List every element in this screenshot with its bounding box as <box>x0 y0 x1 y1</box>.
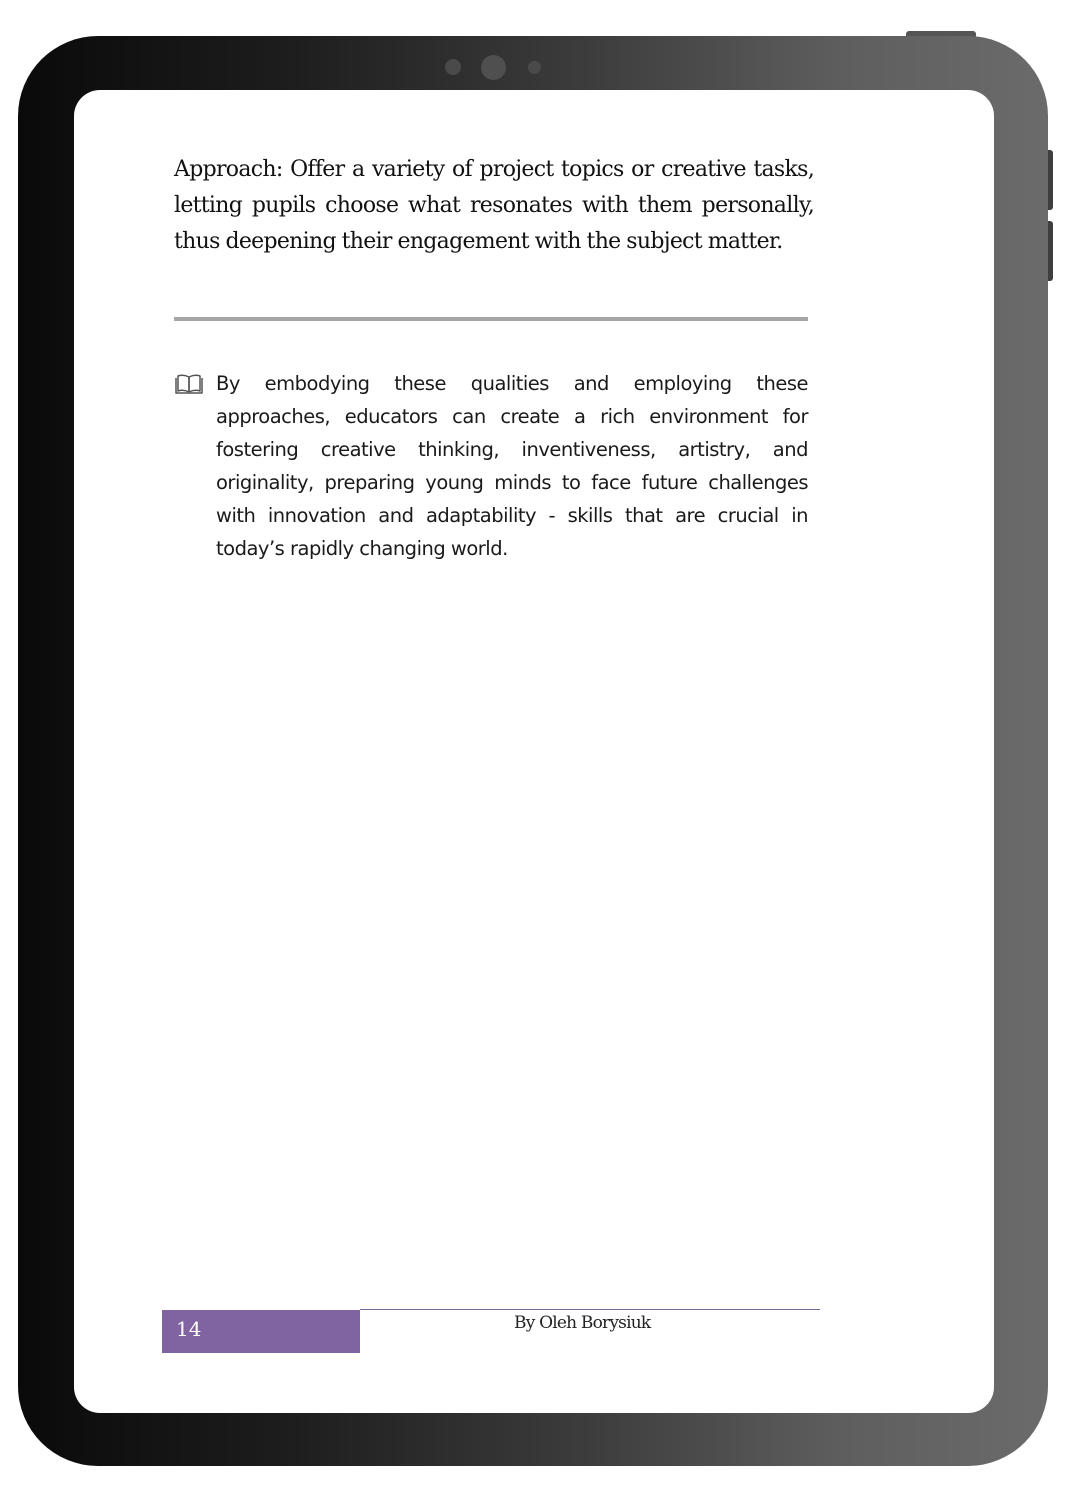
section-divider <box>174 317 808 321</box>
approach-paragraph: Approach: Offer a variety of project topics or creative tasks, letting pupils choose what resonates with them personally, thus deepening their engagement with the subject matter. <box>174 157 814 254</box>
summary-paragraph: By embodying these qualities and employing these approaches, educators can create a rich environment for fostering creative thinking, inventiveness, artistry, and originality, preparing young minds to face future challenges with innovation and adaptability - skills that are crucial in today’s rapidly changing world. <box>216 372 808 560</box>
camera-sensor-left <box>445 59 461 75</box>
tablet-screen <box>74 90 994 1413</box>
footer-rule <box>360 1309 820 1310</box>
camera-lens <box>481 55 506 80</box>
page-number-badge <box>162 1310 360 1353</box>
camera-sensor-right <box>528 61 541 74</box>
book-icon <box>175 373 203 395</box>
author-credit: By Oleh Borysiuk <box>514 1313 651 1333</box>
page-number: 14 <box>176 1317 202 1341</box>
